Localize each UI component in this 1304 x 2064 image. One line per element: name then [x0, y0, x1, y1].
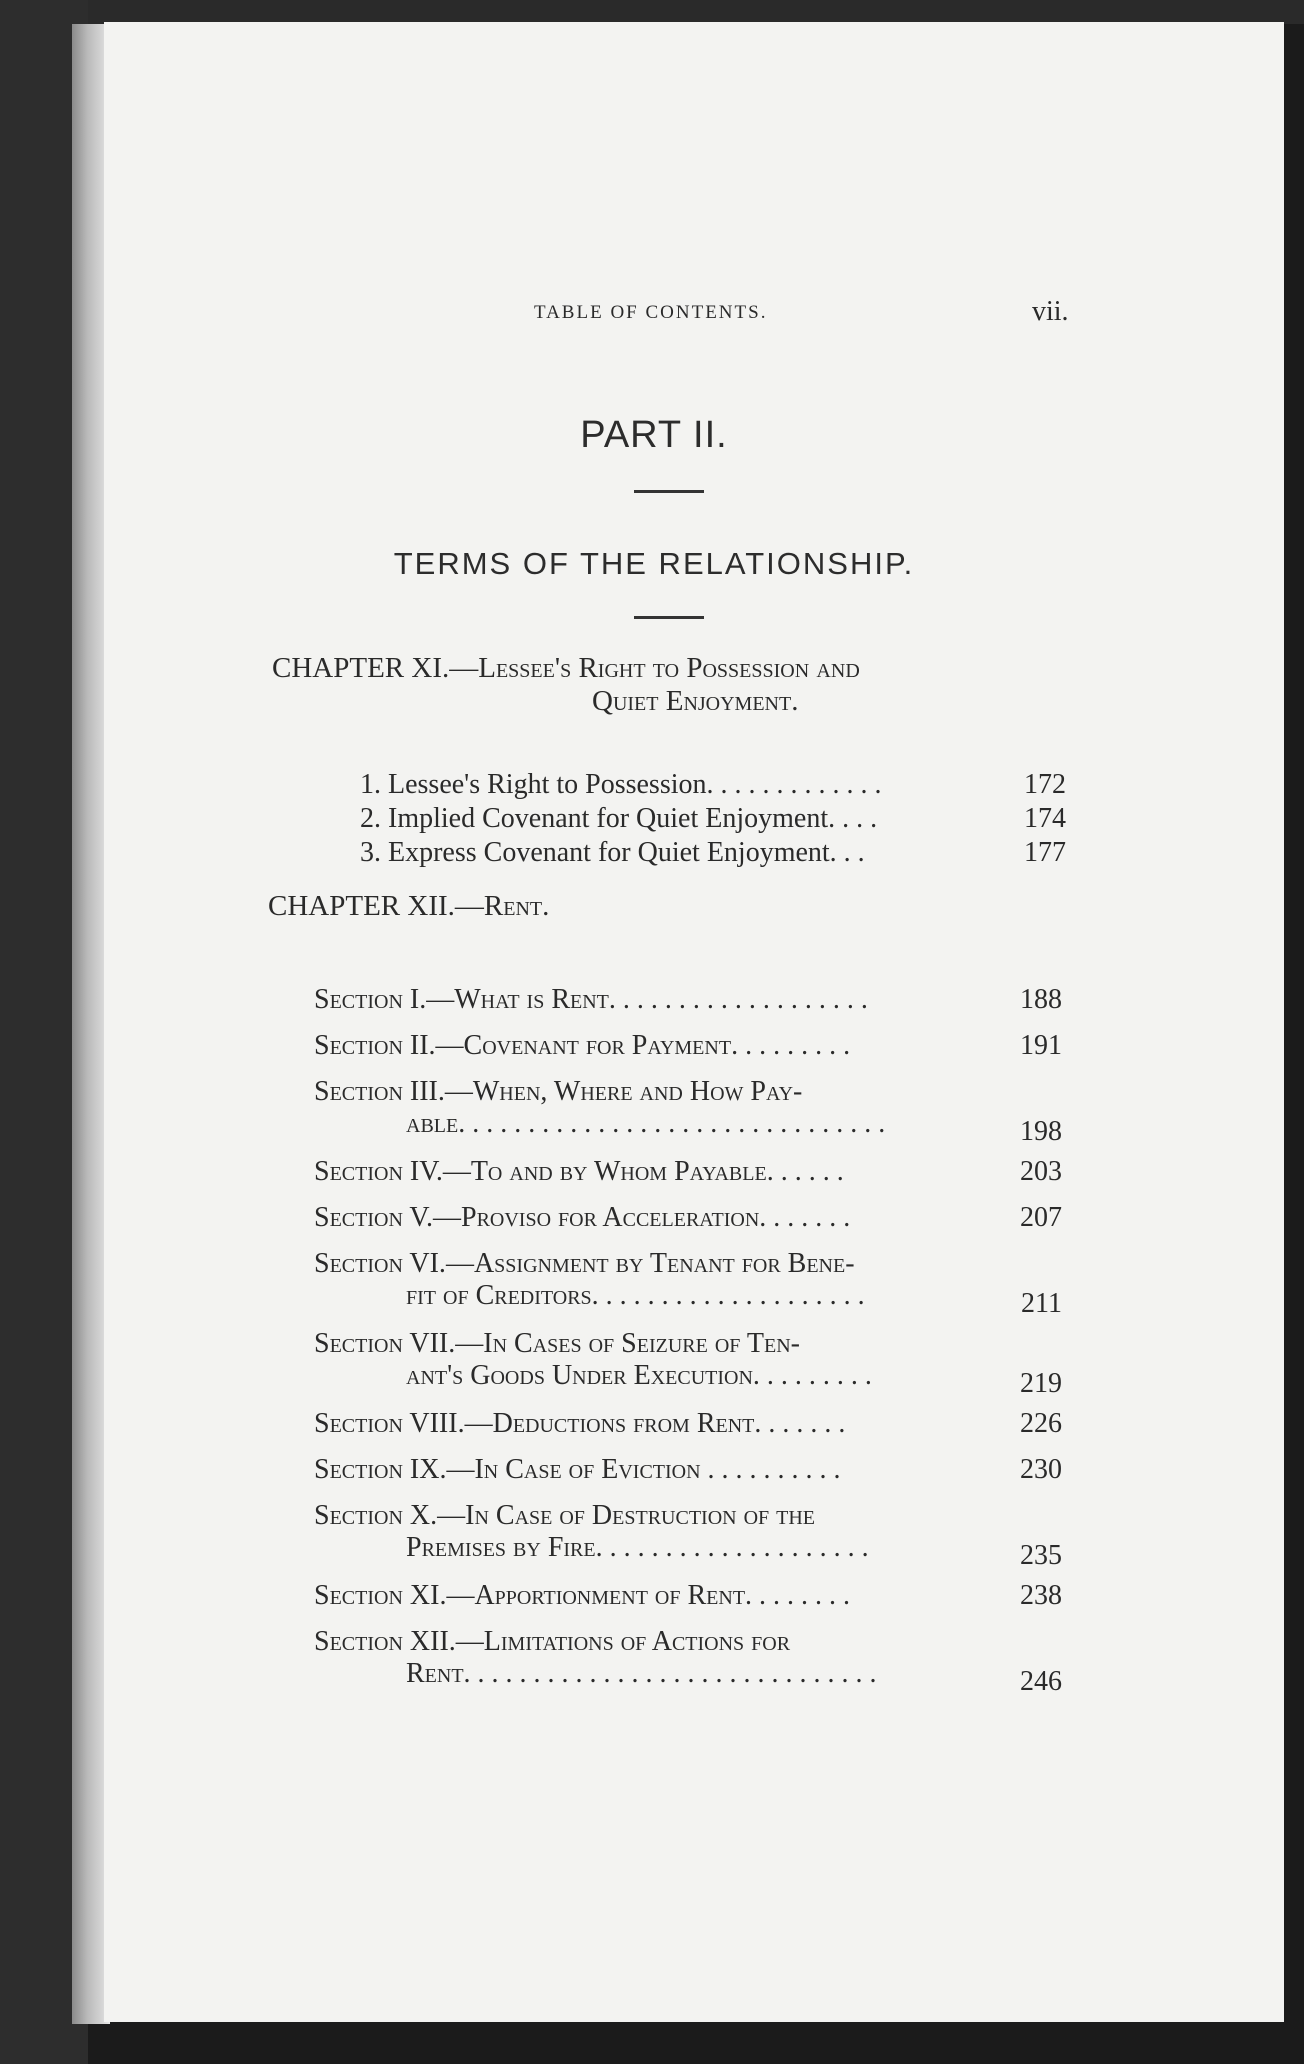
divider-rule: [634, 616, 704, 619]
section-label: Section IX.: [314, 1454, 447, 1485]
section-label: Section V.: [314, 1202, 433, 1233]
section-title: —Assignment by Tenant for Bene-: [445, 1248, 855, 1279]
toc-item: [360, 768, 1066, 802]
section-title: —What is Rent. . . . . . . . . . . . . . . . . . .: [426, 984, 868, 1015]
chapter-12-label: CHAPTER XII.—: [268, 890, 484, 922]
section-title-cont: ant's Goods Under Execution. . . . . . . . .: [406, 1360, 872, 1391]
section-title-cont: Premises by Fire. . . . . . . . . . . . . . . . . . . .: [406, 1532, 869, 1563]
section-page: 226: [1020, 1408, 1062, 1439]
section-title: —When, Where and How Pay-: [444, 1076, 803, 1107]
scan-top-strip: [0, 0, 1304, 24]
section-title: —Limitations of Actions for: [455, 1626, 791, 1657]
section-page: 188: [1020, 984, 1062, 1015]
section-page: 238: [1020, 1580, 1062, 1611]
chapter-11-title-cont: Quiet Enjoyment.: [592, 685, 799, 717]
toc-section: [314, 1500, 1062, 1571]
page-number: vii.: [1032, 296, 1069, 327]
chapter-11-label: CHAPTER XI.—: [272, 652, 479, 684]
section-label: Section X.: [314, 1500, 438, 1531]
toc-item-text: 3. Express Covenant for Quiet Enjoyment. . .: [360, 837, 865, 868]
chapter-12-title: Rent.: [483, 890, 550, 922]
section-page: 246: [1020, 1666, 1062, 1697]
section-label: Section XI.: [314, 1580, 447, 1611]
section-title: —Deductions from Rent. . . . . . .: [464, 1408, 846, 1439]
toc-item-text: 1. Lessee's Right to Possession. . . . . . . . . . . . .: [360, 769, 882, 800]
section-title-cont: fit of Creditors. . . . . . . . . . . . . . . . . . . .: [406, 1280, 865, 1311]
section-page: 230: [1020, 1454, 1062, 1485]
toc-item-text: 2. Implied Covenant for Quiet Enjoyment. . . .: [360, 803, 878, 834]
section-title: —In Cases of Seizure of Ten-: [455, 1328, 800, 1359]
toc-item: [360, 802, 1066, 836]
section-title-cont: Rent. . . . . . . . . . . . . . . . . . . . . . . . . . . . . .: [406, 1658, 877, 1689]
section-label: Section VII.: [314, 1328, 456, 1359]
section-title: —Proviso for Acceleration. . . . . . .: [433, 1202, 851, 1233]
part-heading: PART II.: [580, 414, 728, 456]
chapter-12-heading: [268, 890, 549, 923]
section-label: Section II.: [314, 1030, 436, 1061]
toc-section: [314, 1030, 1062, 1062]
chapter-11-heading: [272, 652, 860, 718]
section-page: 203: [1020, 1156, 1062, 1187]
toc-section: [314, 1580, 1062, 1612]
toc-item-page: 177: [1024, 837, 1066, 868]
section-label: Section VI.: [314, 1248, 446, 1279]
chapter-11-items: [360, 768, 1066, 878]
section-title-cont: able. . . . . . . . . . . . . . . . . . . . . . . . . . . . . . .: [406, 1108, 886, 1139]
toc-section: [314, 1202, 1062, 1234]
part-subtitle: TERMS OF THE RELATIONSHIP.: [393, 546, 915, 581]
section-title: —To and by Whom Payable. . . . . .: [442, 1156, 844, 1187]
toc-section: [314, 1156, 1062, 1188]
section-page: 211: [1021, 1288, 1062, 1319]
toc-section: [314, 1248, 1062, 1319]
section-label: Section IV.: [314, 1156, 443, 1187]
section-page: 191: [1020, 1030, 1062, 1061]
section-page: 198: [1020, 1116, 1062, 1147]
toc-section: [314, 1454, 1062, 1486]
toc-item-page: 174: [1024, 803, 1066, 834]
section-title: —In Case of Destruction of the: [437, 1500, 816, 1531]
section-title: —Covenant for Payment. . . . . . . . .: [435, 1030, 851, 1061]
book-page: [104, 22, 1284, 2022]
section-title: —Apportionment of Rent. . . . . . . .: [446, 1580, 851, 1611]
section-title: —In Case of Eviction . . . . . . . . . .: [446, 1454, 841, 1485]
section-page: 219: [1020, 1368, 1062, 1399]
toc-section: [314, 1076, 1062, 1147]
toc-section: [314, 984, 1062, 1016]
toc-section: [314, 1408, 1062, 1440]
toc-section: [314, 1328, 1062, 1399]
toc-section: [314, 1626, 1062, 1697]
chapter-11-title: Lessee's Right to Possession and: [478, 652, 860, 684]
divider-rule: [634, 490, 704, 493]
section-label: Section XII.: [314, 1626, 456, 1657]
section-label: Section III.: [314, 1076, 445, 1107]
section-label: Section I.: [314, 984, 427, 1015]
toc-item-page: 172: [1024, 769, 1066, 800]
section-label: Section VIII.: [314, 1408, 465, 1439]
running-head-title: TABLE OF CONTENTS.: [534, 302, 768, 323]
section-page: 235: [1020, 1540, 1062, 1571]
toc-item: [360, 836, 1066, 870]
section-page: 207: [1020, 1202, 1062, 1233]
